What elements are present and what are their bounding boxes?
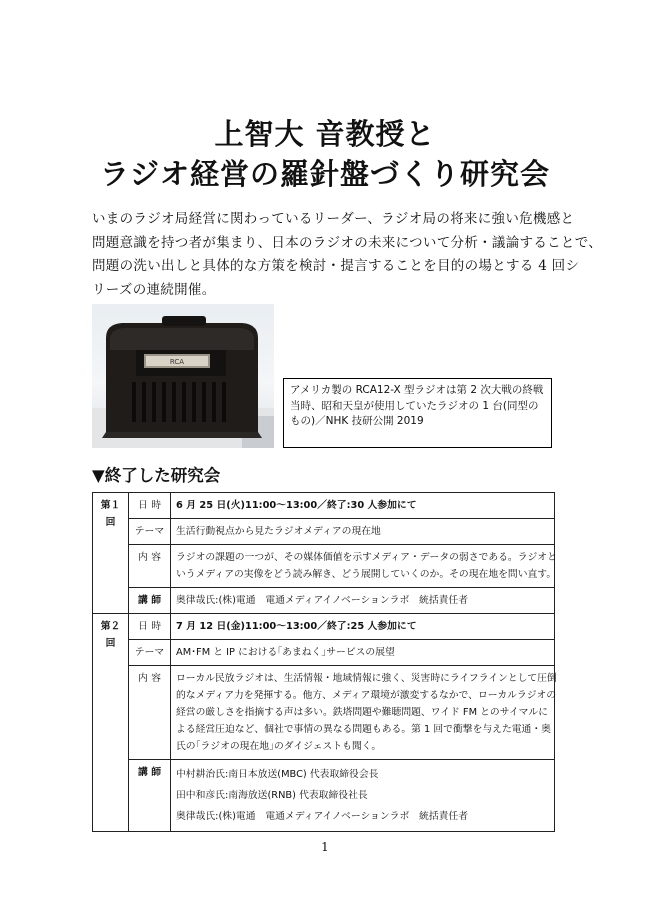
- intro-line: いまのラジオ局経営に関わっているリーダー、ラジオ局の将来に強い危機感と: [92, 211, 575, 227]
- session-number: 第１回: [93, 493, 129, 614]
- row-label: 講 師: [129, 588, 171, 614]
- row-label: 日 時: [129, 614, 171, 640]
- radio-illustration: [92, 304, 274, 448]
- table-row: [93, 640, 555, 666]
- page-title-line-2: ラジオ経営の羅針盤づくり研究会: [99, 157, 550, 191]
- table-row: [93, 493, 555, 519]
- table-row: [93, 760, 555, 832]
- photo-caption: アメリカ製の RCA12-X 型ラジオは第 2 次大戦の終戦当時、昭和天皇が使用していたラジオの 1 台(同型のもの)／NHK 技研公開 2019: [283, 378, 552, 448]
- dial-text: RCA: [169, 358, 185, 366]
- table-row: [93, 588, 555, 614]
- intro-line: リーズの連続開催。: [92, 281, 216, 298]
- row-label: 内 容: [129, 666, 171, 760]
- session-number: 第２回: [93, 614, 129, 832]
- row-label: 講 師: [129, 760, 171, 832]
- intro-line: 問題の洗い出しと具体的な方策を検討・提言することを目的の場とする 4 回シ: [92, 258, 580, 274]
- row-label: テーマ: [129, 519, 171, 545]
- session-content: ローカル民放ラジオは、生活情報・地域情報に強く、災害時にライフラインとして圧倒 的なメディア力を発揮する。他方、メディア環境が激変するなかで、ローカルラジオの 経営の厳しさを指摘する声は多い。鉄塔問題や難聴問題、ワイド FM とのサイマルに よる経営圧迫など、個社で事情の異なる問題もある。第 1 回で衝撃を与えた電通・奥 氏の｢ラジオの現在地｣のダイジェストも聞く。: [171, 666, 555, 760]
- table-row: [93, 666, 555, 760]
- section-heading: ▼終了した研究会: [92, 466, 221, 485]
- page-number: 1: [321, 840, 329, 854]
- session-date: 7 月 12 日(金)11:00～13:00／終了:25 人参加にて: [171, 614, 555, 640]
- intro-line: 問題意識を持つ者が集まり、日本のラジオの未来について分析・議論することで、: [92, 234, 603, 251]
- row-label: テーマ: [129, 640, 171, 666]
- intro-paragraph: [92, 208, 603, 302]
- session-lecturer: 中村耕治氏:南日本放送(MBC) 代表取締役会長 田中和彦氏:南海放送(RNB) 代表取締役社長 奥律哉氏:(株)電通 電通メディアイノベーションラボ 統括責任者: [171, 760, 555, 832]
- session-lecturer: 奥律哉氏:(株)電通 電通メディアイノベーションラボ 統括責任者: [171, 588, 555, 614]
- table-row: [93, 519, 555, 545]
- radio-photo: [92, 304, 274, 448]
- table-row: [93, 545, 555, 588]
- row-label: 内 容: [129, 545, 171, 588]
- session-theme: 生活行動視点から見たラジオメディアの現在地: [171, 519, 555, 545]
- session-date: 6 月 25 日(火)11:00～13:00／終了:30 人参加にて: [171, 493, 555, 519]
- session-theme: AM･FM と IP における｢あまねく｣サービスの展望: [171, 640, 555, 666]
- page-title-line-1: 上智大 音教授と: [214, 117, 436, 151]
- session-content: ラジオの課題の一つが、その媒体価値を示すメディア・データの弱さである。ラジオと いうメディアの実像をどう読み解き、どう展開していくのか。その現在地を問い直す。: [171, 545, 555, 588]
- table-row: [93, 614, 555, 640]
- session-table: [92, 492, 555, 832]
- row-label: 日 時: [129, 493, 171, 519]
